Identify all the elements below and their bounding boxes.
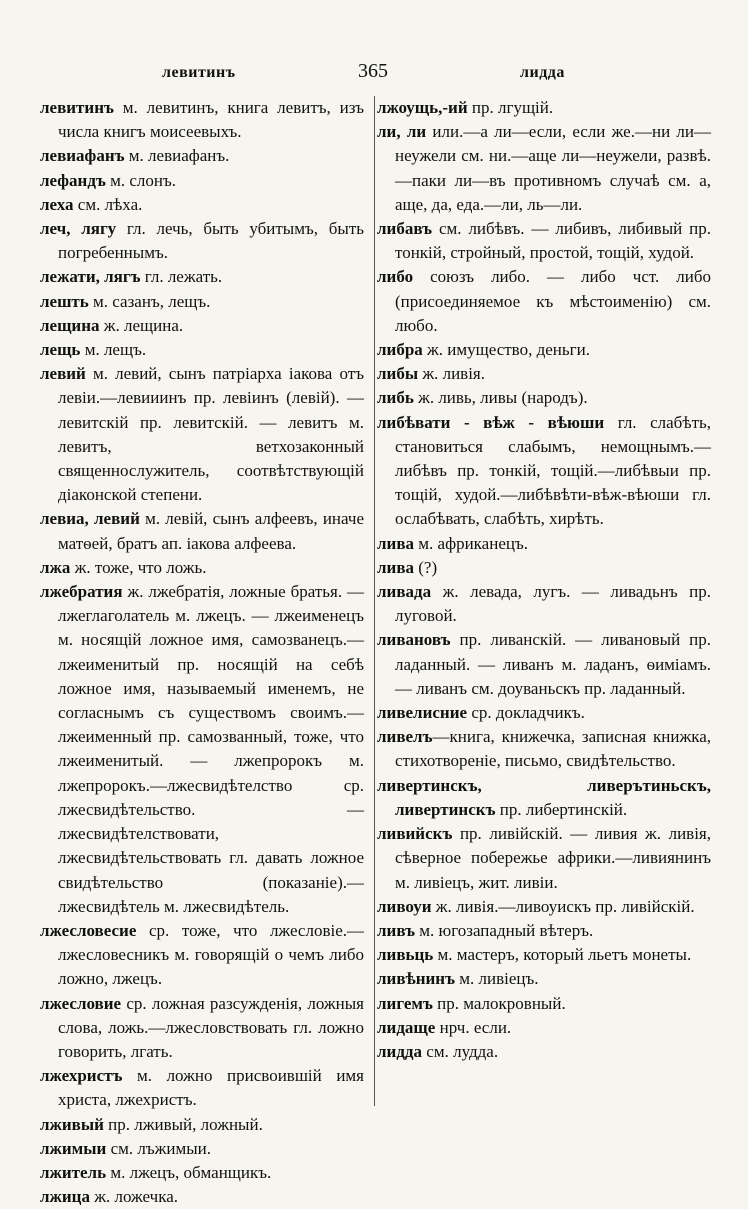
headword: лжа (40, 557, 71, 577)
dictionary-entry (377, 120, 711, 217)
definition: гл. лечь, быть убитымъ, быть погребеннымъ. (58, 219, 365, 263)
headword: ливѣнинъ (377, 969, 456, 989)
definition: ж. ливь, ливы (народъ). (413, 388, 588, 408)
definition: м. лещъ. (80, 340, 147, 360)
dictionary-entry (377, 1016, 711, 1040)
dictionary-entry (377, 96, 711, 120)
dictionary-entry (40, 580, 364, 919)
headword: либы (377, 364, 419, 384)
headword: лигемъ (377, 993, 433, 1013)
headword: лжесловие (40, 993, 122, 1013)
headword: лжоущь,-ий (377, 98, 468, 117)
headword: лещина (40, 315, 100, 335)
headword: ливертинскъ, ливерътиньскъ, ливертинскъ (377, 775, 711, 819)
headword: лива (377, 557, 415, 577)
dictionary-entry (377, 992, 711, 1016)
definition: м. ложно присвоившій имя христа, лжехристъ. (58, 1066, 364, 1110)
definition: ж. тоже, что ложь. (70, 557, 207, 577)
definition: см. лѣха. (73, 194, 143, 214)
definition: пр. ливанскій. — ливановый пр. ладанный. — ливанъ м. ладанъ, ѳиміамъ. — ливанъ см. доуваньскъ пр. ладанный. (395, 630, 711, 698)
definition: пр. малокровный. (432, 993, 566, 1013)
dictionary-entry (40, 362, 364, 507)
definition: пр. ливійскій. — ливия ж. ливія, сѣверное побережье африки.—ливиянинъ м. ливіецъ, жит. ливіи. (395, 824, 711, 892)
dictionary-entry (40, 144, 364, 168)
header-left-word: левитинъ (162, 64, 236, 81)
definition: гл. лежать. (140, 267, 223, 287)
definition: (?) (414, 557, 438, 577)
headword: лежати, лягъ (40, 267, 141, 287)
headword: лживый (40, 1114, 104, 1134)
headword: левий (40, 364, 86, 384)
headword: лжебратия (40, 582, 123, 602)
dictionary-entry (40, 556, 364, 580)
definition: ср. ложная разсужденія, ложныя слова, ложь.—лжесловствовать гл. ложно говорить, лгать. (58, 993, 364, 1061)
definition: м. африканецъ. (414, 533, 529, 553)
dictionary-entry (40, 290, 364, 314)
dictionary-entry (377, 822, 711, 895)
dictionary-entry (377, 338, 711, 362)
definition: м. ливіецъ. (455, 969, 539, 989)
headword: ли, ли (377, 122, 427, 142)
dictionary-entry (40, 919, 364, 992)
dictionary-entry (377, 725, 711, 773)
headword: ливъ (377, 920, 416, 940)
definition: пр. лживый, ложный. (103, 1114, 263, 1134)
headword: либь (377, 388, 414, 408)
definition: м. левій, сынъ алфеевъ, иначе матѳей, братъ ап. іакова алфеева. (58, 509, 364, 553)
page-header (40, 58, 708, 86)
dictionary-entry (40, 1185, 364, 1209)
dictionary-entry (40, 507, 364, 555)
headword: ливелъ (377, 727, 433, 747)
definition: ср. тоже, что лжесловіе.—лжесловесникъ м. говорящій о чемъ либо ложно, лжецъ. (58, 920, 364, 989)
headword: либо (377, 267, 414, 287)
definition: ж. лжебратія, ложные братья. — лжеглаголатель м. лжецъ. — лжеименецъ м. носящій ложное имя, самозванецъ.—лжеименитый пр. носящій на себѣ ложное имя, называемый именемъ, не согласнымъ съ существомъ своимъ.—лжеименный пр. самозванный, тоже, что лжеименитый. — лжепророкъ м. лжепророкъ.—лжесвидѣтелство ср. лжесвидѣтельство. — лжесвидѣтелствовати, лжесвидѣтельствовать гл. давать ложное свидѣтельство (показаніе).—лжесвидѣтель м. лжесвидѣтель. (58, 582, 364, 916)
definition: или.—а ли—если, если же.—ни ли—неужели см. ни.—аще ли—неужели, развѣ.—паки ли—въ противномъ случаѣ см. а, аще, да, еда.—ли, ль—ли. (395, 122, 711, 214)
dictionary-entry (377, 265, 711, 338)
dictionary-entry (40, 1137, 364, 1161)
header-right-word: лидда (520, 64, 565, 81)
definition: м. сазанъ, лещъ. (88, 291, 211, 311)
dictionary-entry (377, 411, 711, 532)
dictionary-entry (40, 1161, 364, 1185)
definition: пр. лгущій. (467, 98, 554, 117)
definition: м. левиафанъ. (124, 146, 230, 166)
headword: лжесловесие (40, 920, 137, 940)
headword: лжимыи (40, 1138, 107, 1158)
definition: м. слонъ. (105, 170, 177, 190)
definition: ж. лещина. (99, 315, 184, 335)
definition: см. лудда. (422, 1041, 499, 1061)
dictionary-entry (377, 895, 711, 919)
headword: либра (377, 340, 423, 360)
dictionary-entry (40, 314, 364, 338)
dictionary-entry (377, 532, 711, 556)
dictionary-entry (40, 992, 364, 1065)
dictionary-entry (40, 96, 364, 144)
headword: лжица (40, 1187, 90, 1207)
definition: м. югозападный вѣтеръ. (415, 920, 594, 940)
definition: ж. ливія.—ливоуискъ пр. ливійскій. (431, 896, 695, 916)
dictionary-entry (377, 556, 711, 580)
definition: нрч. если. (435, 1017, 512, 1037)
definition: пр. либертинскій. (495, 799, 628, 819)
headword: левиа, левий (40, 509, 140, 529)
headword: леч, лягу (40, 219, 117, 239)
definition: —книга, книжечка, записная книжка, стихотвореніе, письмо, свидѣтельство. (395, 727, 711, 771)
headword: лжехристъ (40, 1066, 123, 1086)
definition: см. либѣвъ. — либивъ, либивый пр. тонкій, стройный, простой, тощій, худой. (395, 219, 711, 263)
headword: левитинъ (40, 98, 114, 117)
dictionary-entry (377, 362, 711, 386)
dictionary-entry (377, 386, 711, 410)
definition: ср. докладчикъ. (467, 703, 585, 723)
headword: лешть (40, 291, 89, 311)
dictionary-entry (40, 1064, 364, 1112)
dictionary-entry (377, 628, 711, 701)
definition: м. левий, сынъ патріарха іакова отъ левіи.—левииинъ пр. левіинъ (левій). — левитскій пр. левитскій. — левитъ м. левитъ, ветхозаконный священнослужитель, соотвѣтствующій діаконской степени. (58, 364, 364, 505)
dictionary-entry (40, 169, 364, 193)
dictionary-entry (377, 217, 711, 265)
headword: лжитель (40, 1162, 107, 1182)
dictionary-entry (377, 701, 711, 725)
dictionary-entry (377, 943, 711, 967)
dictionary-entry (377, 919, 711, 943)
definition: м. лжецъ, обманщикъ. (106, 1162, 272, 1182)
dictionary-entry (40, 1113, 364, 1137)
headword: ливоуи (377, 896, 432, 916)
headword: ливада (377, 582, 432, 602)
dictionary-entry (40, 193, 364, 217)
definition: гл. слабѣть, становиться слабымъ, немощнымъ.—либѣвъ пр. тонкій, тощій.—либѣвыи пр. тощій, худой.—либѣвѣти-вѣж-вѣюши гл. ослабѣвать, слабѣть, хирѣть. (395, 412, 711, 529)
dictionary-entry (377, 774, 711, 822)
headword: леха (40, 194, 74, 214)
definition: м. мастеръ, который льетъ монеты. (433, 945, 692, 965)
definition: ж. ливія. (418, 364, 486, 384)
definition: ж. имущество, деньги. (422, 340, 590, 360)
dictionary-entry (377, 1040, 711, 1064)
definition: ж. левада, лугъ. — ливадьнъ пр. луговой. (395, 582, 711, 626)
right-column (374, 96, 711, 1106)
headword: лефандъ (40, 170, 106, 190)
headword: лива (377, 533, 415, 553)
dictionary-entry (377, 967, 711, 991)
dictionary-entry (40, 265, 364, 289)
definition: союзъ либо. — либо чст. либо (присоединяемое къ мѣстоименію) см. любо. (395, 267, 711, 335)
headword: ливийскъ (377, 824, 453, 844)
dictionary-entry (40, 338, 364, 362)
left-column (40, 96, 364, 1209)
dictionary-entry (40, 217, 364, 265)
headword: лидаще (377, 1017, 436, 1037)
headword: ливановъ (377, 630, 451, 650)
definition: см. лъжимыи. (106, 1138, 212, 1158)
page-number: 365 (358, 60, 388, 82)
dictionary-entry (377, 580, 711, 628)
headword: ливелисние (377, 703, 468, 723)
definition: м. левитинъ, книга левитъ, изъ числа книгъ моисеевыхъ. (58, 98, 364, 142)
headword: левиафанъ (40, 146, 125, 166)
headword: ливьць (377, 945, 434, 965)
headword: лещь (40, 340, 81, 360)
headword: либѣвати - вѣж - вѣюши (377, 412, 605, 432)
definition: ж. ложечка. (89, 1187, 179, 1207)
headword: либавъ (377, 219, 433, 239)
headword: лидда (377, 1041, 423, 1061)
